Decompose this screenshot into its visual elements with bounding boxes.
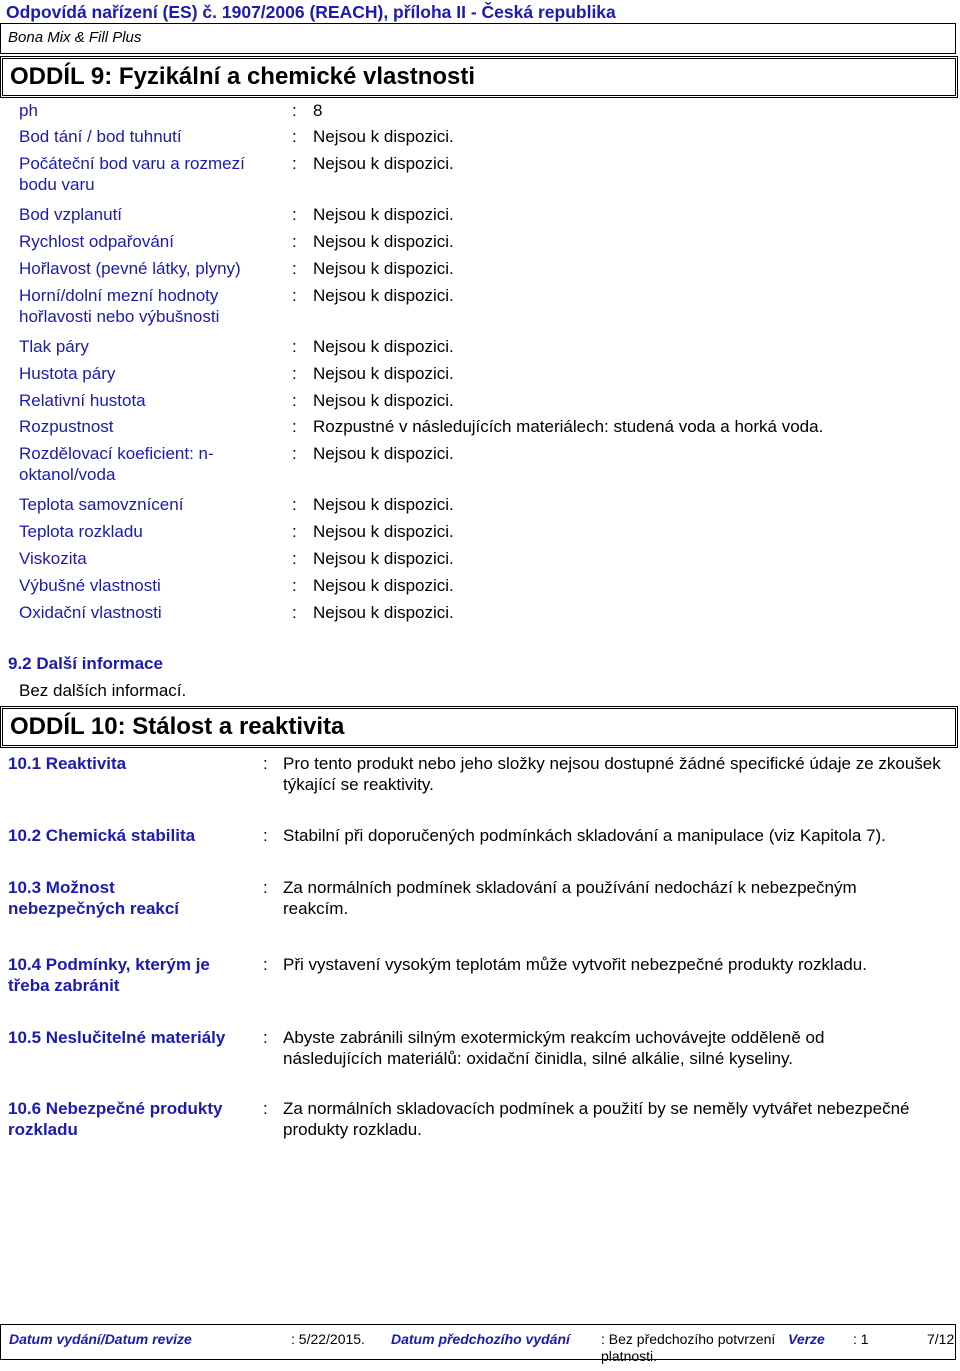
reactivity-colon: :	[263, 955, 268, 974]
section-9-title-box	[2, 58, 956, 96]
version-label: Verze	[788, 1331, 825, 1347]
reactivity-value: Stabilní při doporučených podmínkách skladování a manipulace (viz Kapitola 7).	[283, 826, 886, 845]
property-value: Nejsou k dispozici.	[313, 364, 454, 383]
property-colon: :	[292, 549, 297, 568]
reactivity-value: Abyste zabránili silným exotermickým reakcím uchovávejte odděleně od následujících materiálů: oxidační činidla, silné alkálie, silné kyseliny.	[283, 1028, 825, 1068]
issue-date-label: Datum vydání/Datum revize	[9, 1331, 192, 1347]
property-colon: :	[292, 232, 297, 251]
property-colon: :	[292, 337, 297, 356]
property-label: Rozdělovací koeficient: n-oktanol/voda	[19, 444, 214, 484]
reactivity-colon: :	[263, 754, 268, 773]
property-colon: :	[292, 576, 297, 595]
reactivity-colon: :	[263, 1099, 268, 1118]
property-label: ph	[19, 101, 38, 120]
section-9-title: ODDÍL 9: Fyzikální a chemické vlastnosti	[10, 63, 476, 90]
reactivity-colon: :	[263, 878, 268, 897]
issue-date-value: : 5/22/2015.	[291, 1331, 365, 1347]
property-colon: :	[292, 603, 297, 622]
property-colon: :	[292, 495, 297, 514]
reactivity-colon: :	[263, 1028, 268, 1047]
property-colon: :	[292, 205, 297, 224]
property-colon: :	[292, 259, 297, 278]
property-label: Počáteční bod varu a rozmezí bodu varu	[19, 154, 245, 194]
property-colon: :	[292, 101, 297, 120]
regulation-header: Odpovídá nařízení (ES) č. 1907/2006 (REACH), příloha II - Česká republika	[6, 2, 616, 22]
property-value: Nejsou k dispozici.	[313, 576, 454, 595]
property-label: Výbušné vlastnosti	[19, 576, 161, 595]
property-label: Rychlost odpařování	[19, 232, 174, 251]
property-label: Oxidační vlastnosti	[19, 603, 162, 622]
property-label: Viskozita	[19, 549, 87, 568]
page-number: 7/12	[927, 1331, 955, 1347]
reactivity-value: Za normálních podmínek skladování a používání nedochází k nebezpečným reakcím.	[283, 878, 857, 918]
property-value: Nejsou k dispozici.	[313, 549, 454, 568]
property-value: Nejsou k dispozici.	[313, 337, 454, 356]
property-value: Nejsou k dispozici.	[313, 444, 454, 463]
property-label: Rozpustnost	[19, 417, 114, 436]
property-value: Nejsou k dispozici.	[313, 603, 454, 622]
reactivity-label: 10.1 Reaktivita	[8, 754, 127, 773]
previous-issue-value: : Bez předchozího potvrzení platnosti.	[601, 1331, 776, 1364]
property-value: 8	[313, 101, 323, 120]
version-value: : 1	[853, 1331, 869, 1347]
property-label: Hořlavost (pevné látky, plyny)	[19, 259, 241, 278]
property-label: Tlak páry	[19, 337, 89, 356]
property-label: Relativní hustota	[19, 391, 146, 410]
property-value: Rozpustné v následujících materiálech: studená voda a horká voda.	[313, 417, 824, 436]
reactivity-label: 10.2 Chemická stabilita	[8, 826, 196, 845]
property-value: Nejsou k dispozici.	[313, 286, 454, 305]
property-label: Hustota páry	[19, 364, 116, 383]
property-colon: :	[292, 522, 297, 541]
property-value: Nejsou k dispozici.	[313, 205, 454, 224]
property-colon: :	[292, 364, 297, 383]
property-colon: :	[292, 127, 297, 146]
reactivity-label: 10.4 Podmínky, kterým je třeba zabránit	[8, 955, 210, 995]
property-value: Nejsou k dispozici.	[313, 522, 454, 541]
section-10-title-box	[2, 708, 956, 746]
reactivity-colon: :	[263, 826, 268, 845]
property-label: Teplota samovznícení	[19, 495, 184, 514]
reactivity-value: Za normálních skladovacích podmínek a použití by se neměly vytvářet nebezpečné produkty rozkladu.	[283, 1099, 910, 1139]
property-label: Bod tání / bod tuhnutí	[19, 127, 182, 146]
further-info-heading: 9.2 Další informace	[8, 654, 163, 673]
reactivity-label: 10.3 Možnost nebezpečných reakcí	[8, 878, 180, 918]
reactivity-value: Při vystavení vysokým teplotám může vytvořit nebezpečné produkty rozkladu.	[283, 955, 867, 974]
product-name: Bona Mix & Fill Plus	[8, 29, 142, 46]
property-value: Nejsou k dispozici.	[313, 495, 454, 514]
further-info-text: Bez dalších informací.	[19, 681, 187, 700]
page-footer	[0, 1324, 956, 1364]
property-label: Horní/dolní mezní hodnoty hořlavosti nebo výbušnosti	[19, 286, 220, 326]
product-name-box	[0, 23, 956, 54]
property-value: Nejsou k dispozici.	[313, 259, 454, 278]
property-colon: :	[292, 154, 297, 173]
property-value: Nejsou k dispozici.	[313, 154, 454, 173]
reactivity-label: 10.5 Neslučitelné materiály	[8, 1028, 226, 1047]
reactivity-label: 10.6 Nebezpečné produkty rozkladu	[8, 1099, 223, 1139]
previous-issue-label: Datum předchozího vydání	[391, 1331, 570, 1347]
property-label: Bod vzplanutí	[19, 205, 123, 224]
property-colon: :	[292, 391, 297, 410]
property-value: Nejsou k dispozici.	[313, 232, 454, 251]
reactivity-value: Pro tento produkt nebo jeho složky nejsou dostupné žádné specifické údaje ze zkoušek týkající se reaktivity.	[283, 754, 941, 794]
property-colon: :	[292, 444, 297, 463]
property-colon: :	[292, 286, 297, 305]
section-10-title: ODDÍL 10: Stálost a reaktivita	[10, 713, 345, 740]
property-value: Nejsou k dispozici.	[313, 391, 454, 410]
property-value: Nejsou k dispozici.	[313, 127, 454, 146]
property-label: Teplota rozkladu	[19, 522, 143, 541]
property-colon: :	[292, 417, 297, 436]
